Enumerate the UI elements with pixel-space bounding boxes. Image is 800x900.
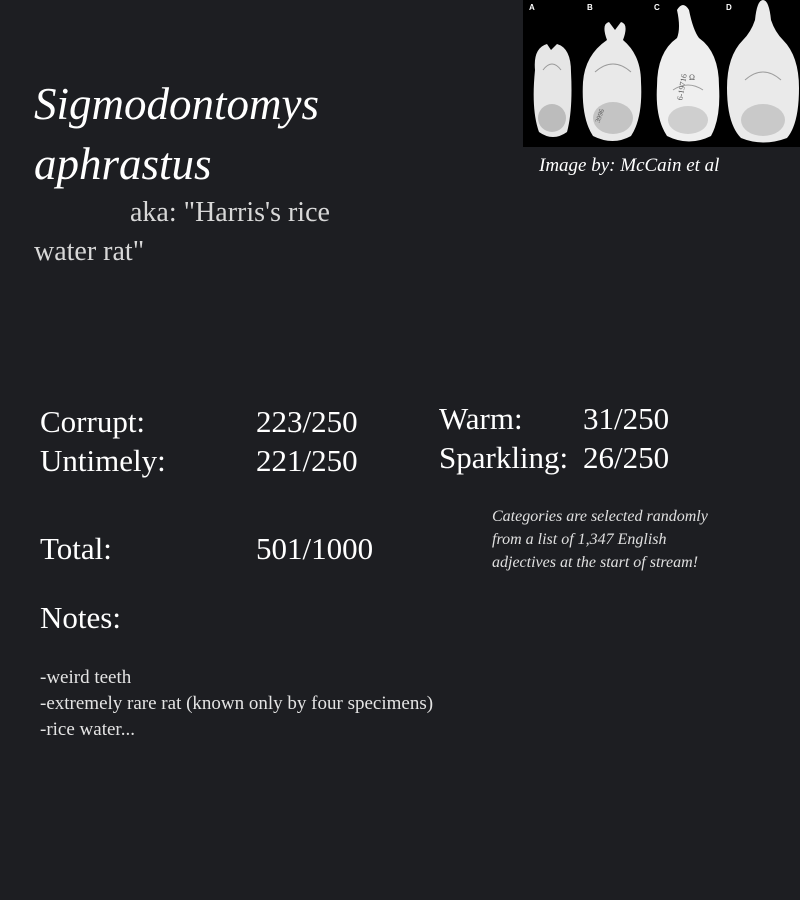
- panel-label-d: D: [726, 3, 732, 12]
- score-warm: [439, 399, 669, 438]
- note-item: -extremely rare rat (known only by four specimens): [40, 693, 434, 714]
- score-untimely: [40, 441, 358, 480]
- notes-heading: Notes:: [40, 600, 121, 635]
- score-warm-value: 31/250: [583, 401, 670, 436]
- panel-label-a: A: [529, 3, 535, 12]
- panel-label-b: B: [587, 3, 593, 12]
- score-sparkling-value: 26/250: [583, 440, 670, 475]
- note-item: -rice water...: [40, 719, 135, 740]
- score-corrupt: [40, 402, 358, 441]
- species-title-line1: Sigmodontomys: [34, 79, 319, 129]
- species-title: [34, 74, 504, 194]
- skull-a: [534, 44, 572, 137]
- note-item: -weird teeth: [40, 667, 132, 688]
- score-total: [40, 529, 373, 568]
- score-corrupt-value: 223/250: [256, 404, 358, 439]
- score-warm-label: Warm:: [439, 401, 523, 436]
- score-untimely-label: Untimely:: [40, 443, 166, 478]
- score-corrupt-label: Corrupt:: [40, 404, 146, 439]
- species-title-line2: aphrastus: [34, 139, 212, 189]
- svg-text:Ω: Ω: [689, 73, 695, 82]
- category-note: Categories are selected randomly from a list of 1,347 English adjectives at the start of stream!: [492, 508, 708, 571]
- skull-photo: [523, 0, 800, 147]
- specimen-label-2: 6-19716: [675, 73, 689, 101]
- specimen-label-1: 3996: [593, 107, 607, 124]
- score-total-value: 501/1000: [256, 531, 374, 566]
- image-credit: Image by: McCain et al: [539, 155, 720, 176]
- notes-list: [40, 665, 433, 743]
- score-sparkling: [439, 438, 669, 477]
- score-sparkling-label: Sparkling:: [439, 440, 569, 475]
- skull-photo-svg: [523, 0, 800, 147]
- score-untimely-value: 221/250: [256, 443, 358, 478]
- panel-label-c: C: [654, 3, 660, 12]
- score-total-label: Total:: [40, 531, 112, 566]
- common-name: aka: "Harris's rice water rat": [34, 197, 330, 267]
